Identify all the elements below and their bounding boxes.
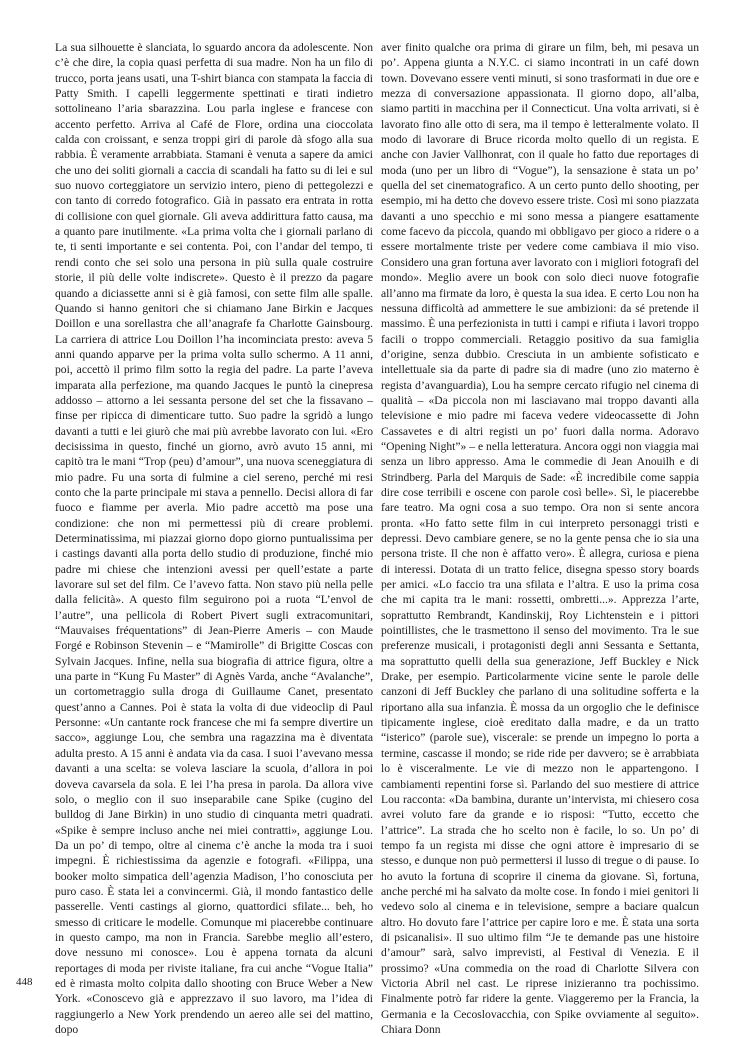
article-text-right bbox=[381, 40, 699, 1037]
article-text-left: La sua silhouette è slanciata, lo sguardo ancora da adolescente. Non c’è che dire, la copia quasi perfetta di sua madre. Non ha un filo di trucco, porta jeans usati, una T-shirt bianca con stampata la faccia di Patty Smith. I capelli leggermente spettinati e tirati indietro sottolineano l’aria sbarazzina. Lou parla inglese e francese con accento perfetto. Arriva al Café de Flore, ordina una cioccolata calda con croissant, e senza troppi giri di parole dà sfogo alla sua rabbia. È veramente arrabbiata. Stamani è venuta a sapere da amici che uno dei soliti giornali a caccia di scandali ha fatto su di lei e sul suo nuovo corteggiatore un servizio intero, pieno di pettegolezzi e con tanto di corredo fotografico. Già in passato era entrata in rotta di collisione con quel giornale. Gli aveva addirittura fatto causa, ma a quanto pare inutilmente. «La prima volta che i giornali parlano di te, ti senti importante e sei contenta. Poi, con l’andar del tempo, ti rendi conto che sei solo una persona in più sulla quale costruire storie, il più delle volte indiscrete». Questo è il prezzo da pagare quando a diciassette anni si è già famosi, con sette film alle spalle. Quando si hanno genitori che si chiamano Jane Birkin e Jacques Doillon e una sorellastra che all’anagrafe fa Charlotte Gainsbourg. La carriera di attrice Lou Doillon l’ha incominciata presto: aveva 5 anni quando apparve per la prima volta sullo schermo. A 11 anni, poi, accettò il primo film sotto la regia del padre. La parte l’aveva imparata alla perfezione, ma quando Jacques le puntò la cinepresa addosso – attorno a lei sessanta persone del set che la fissavano – finse per ripicca di dimenticare tutto. Suo padre la sgridò a lungo davanti a tutti e lei giurò che mai più avrebbe lavorato con lui. «Ero decisissima in questo, finché un giorno, avrò avuto 15 anni, mi capitò tra le mani “Trop (peu) d’amour”, una nuova sceneggiatura di mio padre. Fu una sorta di fulmine a ciel sereno, perché mi resi conto che la parte principale mi stava a pennello. Decisi allora di far fuoco e fiamme per averla. Mio padre accettò ma pose una condizione: che non mi permettessi più di creare problemi. Determinatissima, mi piazzai giorno dopo giorno puntualissima per i castings davanti alla porta dello studio di produzione, finché mio padre mi chiese che intenzioni avessi per quell’estate a parte lavorare sul set del film. Ce l’avevo fatta. Non stavo più nella pelle dalla felicità». A questo film seguirono poi a ruota “L’envol de l’autre”, una pellicola di Robert Pivert sugli extracomunitari, “Mauvaises fréquentations” di Jean-Pierre Ameris – con Maude Forgé e Robinson Stevenin – e “Mamirolle” di Brigitte Coscas con Sylvain Jacques. Infine, nella sua biografia di attrice figura, oltre a una parte in “Kung Fu Master” di Agnès Varda, anche “Avalanche”, un cortometraggio sulla droga di Guillaume Canet, presentato quest’anno a Cannes. Poi è stata la volta di due videoclip di Paul Personne: «Un cantante rock francese che mi fa sempre divertire un sacco», aggiunge Lou, che sembra una ragazzina ma è diventata adulta presto. A 15 anni è andata via da casa. I suoi l’avevano messa davanti a una scelta: se voleva lasciare la scuola, d’allora in poi doveva cavarsela da sola. E lei l’ha presa in parola. Da allora vive solo, o meglio con il suo inseparabile cane Spike (cugino del bulldog di Jane Birkin) in uno studio di cinquanta metri quadrati. «Spike è sempre incluso anche nei miei contratti», aggiunge Lou. Da un po’ di tempo, oltre al cinema c’è anche la moda tra i suoi impegni. È richiestissima da agenzie e fotografi. «Filippa, una booker molto simpatica dell’agenzia Madison, l’ho conosciuta per puro caso. È stata lei a convincermi. Già, il mondo fantastico delle passerelle. Venti castings al giorno, quattordici sfilate... beh, ho smesso di criticare le modelle. Comunque mi piacerebbe continuare in questo campo, ma non in Francia. Sarebbe meglio all’estero, dove nessuno mi conosce». Lou è appena tornata da alcuni reportages di moda per riviste italiane, fra cui anche “Vogue Italia” ed è rimasta molto colpita dallo shooting con Bruce Weber a New York. «Conoscevo già e apprezzavo il suo lavoro, ma l’idea di raggiungerlo a New York prendendo un aereo alle sei del mattino, dopo bbox=[55, 41, 373, 1036]
article-column-right bbox=[381, 40, 699, 1037]
article-column-left bbox=[55, 40, 373, 1037]
article-text-right-body: aver finito qualche ora prima di girare un film, beh, mi pesava un po’. Appena giunta a N.Y.C. ci siamo incontrati in un café down town. Dovevano essere venti minuti, si sono trasformati in due ore e mezza di conversazione appassionata. Il giorno dopo, all’alba, siamo partiti in macchina per il Connecticut. Una volta arrivati, si è lavorato fino alle otto di sera, ma il tempo è letteralmente volato. Il modo di lavorare di Bruce ricorda molto quello di un regista. E anche con Javier Vallhonrat, con il quale ho fatto due reportages di moda (uno per un libro di “Vogue”), la sensazione è stata un po’ quella del set cinematografico. A un certo punto dello shooting, per esempio, mi ha detto che dovevo essere triste. Così mi sono piazzata davanti a uno specchio e mi sono messa a piangere esattamente come facevo da piccola, quando mi obbligavo per gioco a ridere o a essere mortalmente triste per vedere come cambiava il mio viso. Considero una gran fortuna aver lavorato con i migliori fotografi del mondo». Meglio avere un book con solo dieci nuove fotografie all’anno ma firmate da loro, è questa la sua idea. E certo Lou non ha nessuna difficoltà ad ammettere le sue ambizioni: da sé pretende il massimo. È una perfezionista in tutti i campi e rifiuta i lavori troppo facili o troppo commerciali. Retaggio positivo da sua famiglia d’origine, senza dubbio. Cresciuta in un ambiente sofisticato e intellettuale sia da parte di padre sia di madre (uno zio materno è regista d’avanguardia), Lou ha sempre cercato rifugio nel cinema di qualità – «Da piccola non mi lasciavano mai troppo davanti alla televisione e mio padre mi faceva vedere videocassette di John Cassavetes e di altri registi un po’ fuori dalla norma. Adoravo “Opening Night”» – e nella letteratura. Ancora oggi non viaggia mai senza un libro appresso. Ama le commedie di Jean Anouilh e di Strindberg. Parla del Marquis de Sade: «È incredibile come sappia dire cose terribili e oscene con parole così belle». Sì, le piacerebbe fare teatro. Ma ogni cosa a suo tempo. Ora non si sente ancora pronta. «Ho fatto sette film in cui interpreto personaggi tristi e depressi. Devo cambiare genere, se no la gente pensa che io sia una persona triste. Il che non è affatto vero». È allegra, curiosa e piena di interessi. Dotata di un tratto felice, disegna spesso story boards per amici. «Lo faccio tra una sfilata e l’altra. E uso la prima cosa che mi capita tra le mani: rossetti, ombretti...». Apprezza l’arte, soprattutto Rembrandt, Kandinskij, Roy Lichtenstein e i pittori pointillistes, che le trasmettono il senso del movimento. Tra le sue preferenze musicali, i protagonisti degli anni Sessanta e Settanta, ma soprattutto quelli della sua generazione, Jeff Buckley e Nick Drake, per esempio. Particolarmente vicine sente le parole delle canzoni di Jeff Buckley che parlano di una solitudine sofferta e la riportano alla sua infanzia. È mossa da un orgoglio che le definisce tipicamente inglese, cioè ereditato dalla madre, e da un tratto “isterico” (parole sue), viscerale: se prende un impegno lo porta a termine, cascasse il mondo; se ride ride per davvero; se è arrabbiata lo è visceralmente. Le vie di mezzo non le appartengono. I cambiamenti repentini forse sì. Parlando del suo mestiere di attrice Lou racconta: «Da bambina, durante un’intervista, mi chiesero cosa avrei voluto fare da grande e io risposi: “Tutto, eccetto che l’attrice”. La strada che ho scelto non è facile, lo so. Un po’ di tempo fa un regista mi disse che ogni attore è impresario di se stesso, e dunque non può permettersi il lusso di tregue o di pause. Io ho avuto la fortuna di scoprire il cinema da giovane. Sì, fortuna, anche perché mi ha salvato da molte cose. In fondo i miei genitori li vedevo solo al cinema e in televisione, sempre a baciare qualcun altro. Ho dovuto fare l’attrice per capire loro e me. È stata una sorta di psicanalisi». Il suo ultimo film “Je te demande pas une histoire d’amour” sarà, salvo imprevisti, al Festival di Venezia. E il prossimo? «Una commedia on the road di Charlotte Silvera con Victoria Abril nel cast. Le riprese inizieranno tra pochissimo. Finalmente potrò far ridere la gente. Viaggeremo per la Francia, la Germania e la Cecoslovacchia, con Spike ovviamente al seguito». bbox=[381, 41, 699, 1021]
author-byline: Chiara Donn bbox=[381, 1023, 441, 1036]
page-number: 448 bbox=[16, 976, 33, 988]
